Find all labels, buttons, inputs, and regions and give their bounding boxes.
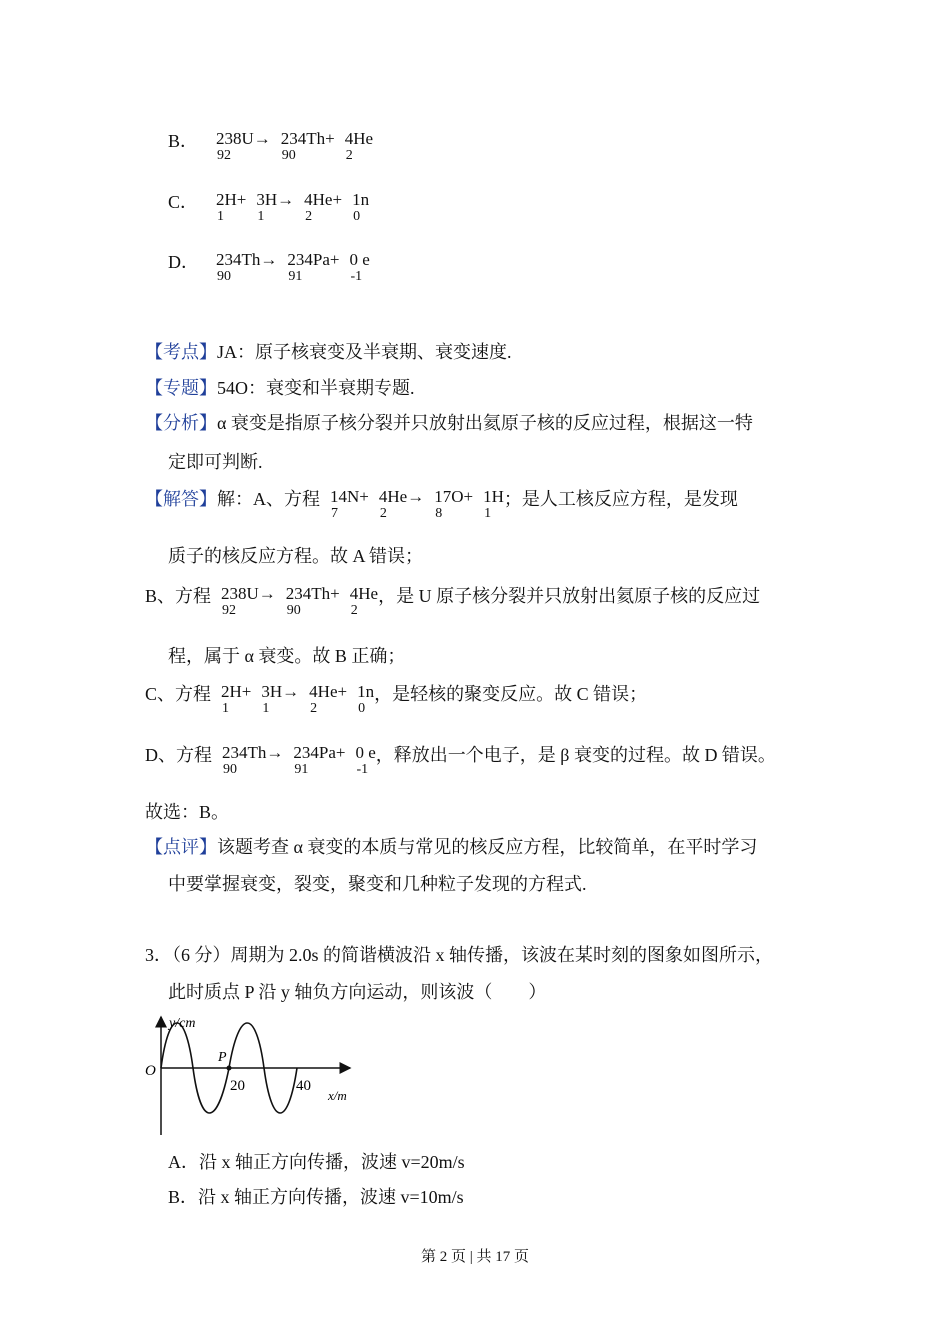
nuclide-upper: 4He — [344, 129, 374, 148]
zhuanti-line — [145, 377, 415, 399]
q3-stem-2: 此时质点 P 沿 y 轴负方向运动，则该波（ ） — [168, 982, 547, 1002]
nuclide-upper: 4He+ — [304, 190, 343, 209]
nuclide-term — [219, 585, 276, 619]
fenxi-text-1: α 衰变是指原子核分裂并只放射出氦原子核的反应过程，根据这一特 — [217, 413, 753, 433]
kaodian-tag: 【考点】 — [145, 342, 217, 362]
zhuanti-text: 54O：衰变和半衰期专题. — [217, 378, 415, 398]
nuclide-upper: 0 e — [355, 743, 376, 762]
tick-20-label: 20 — [230, 1078, 245, 1094]
origin-label: O — [145, 1063, 156, 1079]
nuclide-upper: 3H→ — [256, 190, 295, 209]
jieda-a-equation — [328, 487, 504, 521]
nuclide-lower: 2 — [305, 209, 313, 224]
nuclide-lower: 8 — [435, 506, 443, 521]
point-p — [227, 1066, 232, 1071]
nuclide-term — [307, 683, 347, 717]
tick-40-label: 40 — [296, 1078, 311, 1094]
jieda-d — [145, 744, 776, 778]
page-footer: 第 2 页 | 共 17 页 — [420, 1249, 529, 1265]
nuclide-lower: 1 — [257, 209, 265, 224]
q3-stem-1: 3．（6 分）周期为 2.0s 的简谐横波沿 x 轴传播，该波在某时刻的图象如图所示， — [145, 945, 774, 965]
nuclide-upper: 4He+ — [309, 682, 348, 701]
nuclide-upper: 234Pa+ — [287, 250, 340, 269]
nuclide-term — [343, 130, 373, 164]
nuclide-term — [377, 488, 424, 522]
option-d — [168, 251, 370, 285]
point-p-label: P — [218, 1050, 227, 1065]
nuclide-term — [279, 130, 335, 164]
nuclide-upper: 1H — [483, 487, 504, 506]
jieda-c-prefix: C、方程 — [145, 684, 212, 704]
nuclide-term — [355, 683, 374, 717]
fenxi-line1 — [145, 412, 753, 434]
nuclide-lower: 0 — [353, 209, 361, 224]
dianping-line2 — [168, 873, 587, 895]
q3-stem-line2 — [168, 981, 546, 1003]
nuclide-term — [328, 488, 369, 522]
nuclide-lower: 90 — [223, 762, 237, 777]
jieda-c — [145, 683, 647, 717]
jieda-tag: 【解答】 — [145, 489, 217, 509]
nuclide-lower: 92 — [217, 148, 231, 163]
nuclide-lower: 2 — [345, 148, 353, 163]
nuclide-upper: 2H+ — [216, 190, 247, 209]
nuclide-lower: -1 — [350, 269, 363, 284]
nuclide-upper: 3H→ — [261, 682, 300, 701]
jieda-c-equation — [219, 682, 375, 716]
jieda-b-line2 — [168, 645, 405, 667]
jieda-a — [145, 488, 738, 522]
nuclide-lower: 1 — [217, 209, 224, 224]
nuclide-lower: 2 — [350, 603, 358, 618]
jieda-b — [145, 585, 760, 619]
nuclide-upper: 234Pa+ — [293, 743, 346, 762]
jieda-d-prefix: D、方程 — [145, 745, 212, 765]
jieda-b-equation — [219, 584, 379, 618]
nuclide-lower: 90 — [217, 269, 231, 284]
nuclide-term — [348, 585, 378, 619]
nuclide-upper: 234Th+ — [280, 129, 335, 148]
nuclide-term — [259, 683, 299, 717]
q3-stem-line1 — [145, 944, 773, 966]
nuclide-upper: 234Th→ — [216, 250, 278, 269]
nuclide-lower: 2 — [379, 506, 387, 521]
nuclide-upper: 0 e — [349, 250, 370, 269]
answer-text: 故选：B。 — [145, 802, 230, 822]
q3-option-b-text: B．沿 x 轴正方向传播，波速 v=10m/s — [168, 1187, 464, 1207]
option-c — [168, 191, 369, 225]
nuclide-upper: 234Th→ — [222, 743, 284, 762]
kaodian-text: JA：原子核衰变及半衰期、衰变速度. — [217, 342, 512, 362]
nuclide-upper: 1n — [357, 682, 375, 701]
jieda-a-text-2: 质子的核反应方程。故 A 错误； — [168, 546, 424, 566]
jieda-d-equation — [220, 743, 376, 777]
nuclide-term — [284, 585, 340, 619]
nuclide-term — [219, 683, 251, 717]
nuclide-term — [214, 130, 271, 164]
nuclide-term — [302, 191, 342, 225]
jieda-b-suffix: ，是 U 原子核分裂并只放射出氦原子核的反应过 — [378, 586, 761, 606]
nuclide-term — [347, 251, 369, 285]
jieda-d-suffix: ，释放出一个电子，是 β 衰变的过程。故 D 错误。 — [375, 745, 776, 765]
jieda-a-line2 — [168, 545, 423, 567]
dianping-tag: 【点评】 — [145, 837, 217, 857]
jieda-b-prefix: B、方程 — [145, 586, 212, 606]
nuclide-lower: 1 — [262, 701, 270, 716]
nuclide-lower: 92 — [222, 603, 237, 618]
fenxi-tag: 【分析】 — [145, 413, 217, 433]
zhuanti-tag: 【专题】 — [145, 378, 217, 398]
nuclide-lower: 1 — [222, 701, 230, 716]
option-d-equation — [214, 250, 370, 284]
nuclide-term — [481, 488, 504, 522]
option-d-label: D． — [168, 252, 199, 272]
nuclide-upper: 2H+ — [221, 682, 252, 701]
jieda-b-text-2: 程，属于 α 衰变。故 B 正确； — [168, 646, 406, 666]
option-b-equation — [214, 129, 374, 163]
nuclide-lower: 7 — [331, 506, 338, 521]
fenxi-text-2: 定即可判断. — [168, 452, 263, 472]
nuclide-lower: 90 — [281, 148, 296, 163]
option-c-equation — [214, 190, 370, 224]
nuclide-upper: 234Th+ — [285, 584, 340, 603]
jieda-a-prefix: 解：A、方程 — [217, 489, 320, 509]
option-c-label: C． — [168, 192, 199, 212]
nuclide-upper: 14N+ — [330, 487, 369, 506]
dianping-line1 — [145, 836, 757, 858]
nuclide-term — [220, 744, 283, 778]
dianping-text-2: 中要掌握衰变，裂变，聚变和几种粒子发现的方程式. — [168, 874, 587, 894]
nuclide-term — [432, 488, 473, 522]
nuclide-term — [254, 191, 294, 225]
q3-option-b — [168, 1186, 464, 1208]
nuclide-term — [291, 744, 345, 778]
jieda-a-suffix: ；是人工核反应方程，是发现 — [503, 489, 738, 509]
nuclide-upper: 17O+ — [434, 487, 474, 506]
nuclide-term — [285, 251, 339, 285]
nuclide-lower: 1 — [484, 506, 492, 521]
nuclide-upper: 238U→ — [221, 584, 276, 603]
nuclide-term — [353, 744, 375, 778]
nuclide-term — [214, 251, 277, 285]
nuclide-lower: 91 — [294, 762, 309, 777]
nuclide-upper: 4He→ — [378, 487, 425, 506]
nuclide-term — [214, 191, 246, 225]
nuclide-lower: 2 — [310, 701, 318, 716]
nuclide-upper: 4He — [349, 584, 379, 603]
nuclide-lower: 0 — [358, 701, 366, 716]
option-b-label: B． — [168, 131, 199, 151]
answer-line — [145, 801, 229, 823]
nuclide-lower: 90 — [286, 603, 301, 618]
q3-option-a — [168, 1151, 465, 1173]
kaodian-line — [145, 341, 512, 363]
y-axis-label: y/cm — [169, 1016, 196, 1031]
x-axis-label: x/m — [328, 1088, 347, 1103]
dianping-text-1: 该题考查 α 衰变的本质与常见的核反应方程，比较简单，在平时学习 — [217, 837, 758, 857]
q3-option-a-text: A．沿 x 轴正方向传播，波速 v=20m/s — [168, 1152, 465, 1172]
nuclide-term — [350, 191, 369, 225]
nuclide-lower: -1 — [356, 762, 369, 777]
option-b — [168, 130, 373, 164]
jieda-c-suffix: ，是轻核的聚变反应。故 C 错误； — [374, 684, 648, 704]
nuclide-lower: 91 — [288, 269, 303, 284]
fenxi-line2 — [168, 451, 263, 473]
wave-graph — [140, 1013, 365, 1138]
nuclide-upper: 1n — [352, 190, 370, 209]
nuclide-upper: 238U→ — [216, 129, 271, 148]
